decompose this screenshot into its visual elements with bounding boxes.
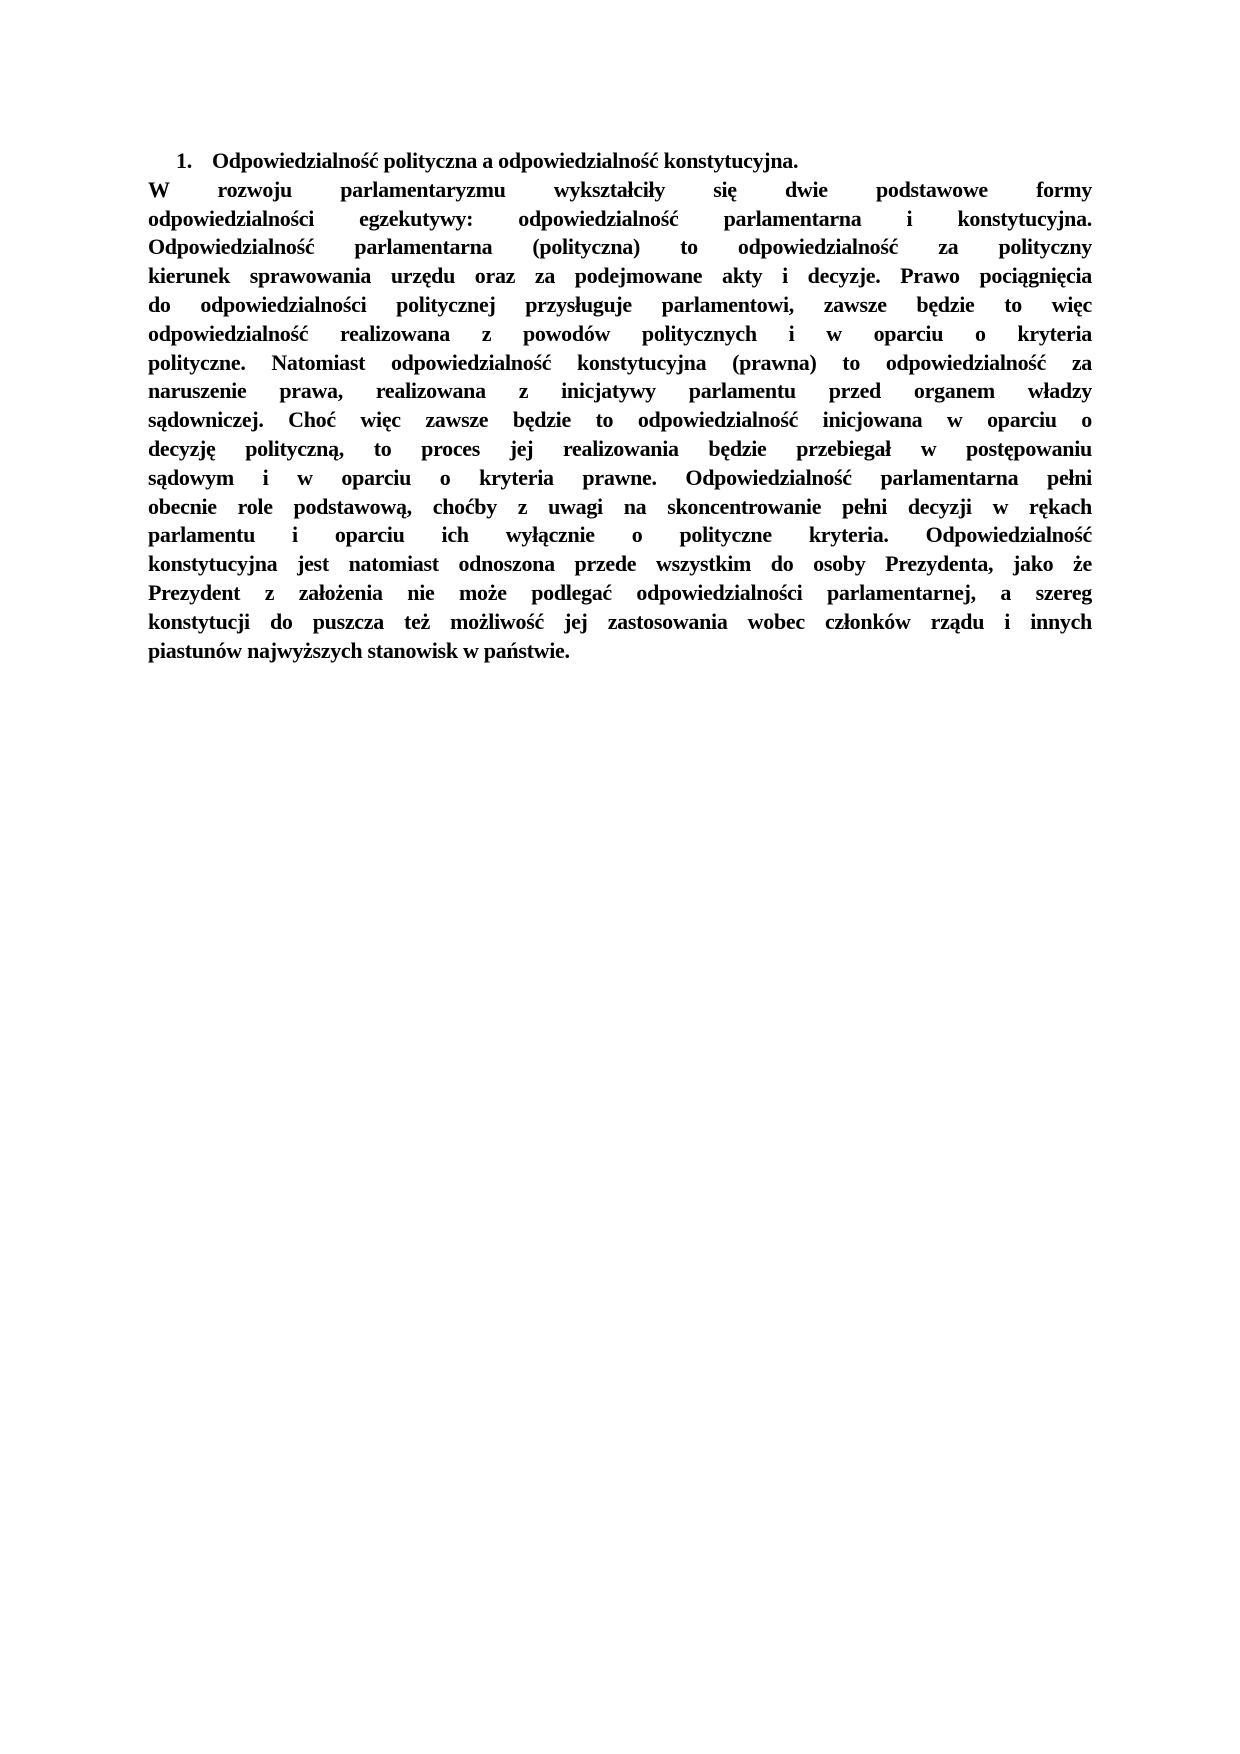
heading-number: 1. — [176, 148, 192, 173]
paragraph-line: sądowym i w oparciu o kryteria prawne. Odpowiedzialność parlamentarna pełni — [148, 464, 1092, 490]
paragraph-line: decyzję polityczną, to proces jej realizowania będzie przebiegał w postępowaniu — [148, 435, 1092, 461]
paragraph-line: odpowiedzialność realizowana z powodów politycznych i w oparciu o kryteria — [148, 320, 1092, 346]
paragraph-line: konstytucyjna jest natomiast odnoszona przede wszystkim do osoby Prezydenta, jako że — [148, 551, 1092, 577]
paragraph-line: konstytucji do puszcza też możliwość jej zastosowania wobec członków rządu i innych — [148, 608, 1092, 634]
body-paragraph — [148, 176, 1092, 666]
heading-title: Odpowiedzialność polityczna a odpowiedzialność konstytucyjna. — [212, 148, 799, 173]
section-heading — [148, 147, 1092, 176]
paragraph-line: W rozwoju parlamentaryzmu wykształciły się dwie podstawowe formy — [148, 176, 1092, 202]
paragraph-line: do odpowiedzialności politycznej przysługuje parlamentowi, zawsze będzie to więc — [148, 291, 1092, 317]
paragraph-line: odpowiedzialności egzekutywy: odpowiedzialność parlamentarna i konstytucyjna. — [148, 205, 1092, 231]
paragraph-line: obecnie role podstawową, choćby z uwagi na skoncentrowanie pełni decyzji w rękach — [148, 493, 1092, 519]
paragraph-line: Prezydent z założenia nie może podlegać odpowiedzialności parlamentarnej, a szereg — [148, 579, 1092, 605]
paragraph-line: naruszenie prawa, realizowana z inicjatywy parlamentu przed organem władzy — [148, 378, 1092, 404]
paragraph-line: sądowniczej. Choć więc zawsze będzie to odpowiedzialność inicjowana w oparciu o — [148, 407, 1092, 433]
paragraph-line: parlamentu i oparciu ich wyłącznie o polityczne kryteria. Odpowiedzialność — [148, 522, 1092, 548]
paragraph-line: kierunek sprawowania urzędu oraz za podejmowane akty i decyzje. Prawo pociągnięcia — [148, 263, 1092, 289]
paragraph-line: polityczne. Natomiast odpowiedzialność konstytucyjna (prawna) to odpowiedzialność za — [148, 349, 1092, 375]
document-content — [148, 147, 1092, 665]
paragraph-line: Odpowiedzialność parlamentarna (polityczna) to odpowiedzialność za polityczny — [148, 234, 1092, 260]
paragraph-line: piastunów najwyższych stanowisk w państwie. — [148, 637, 570, 663]
